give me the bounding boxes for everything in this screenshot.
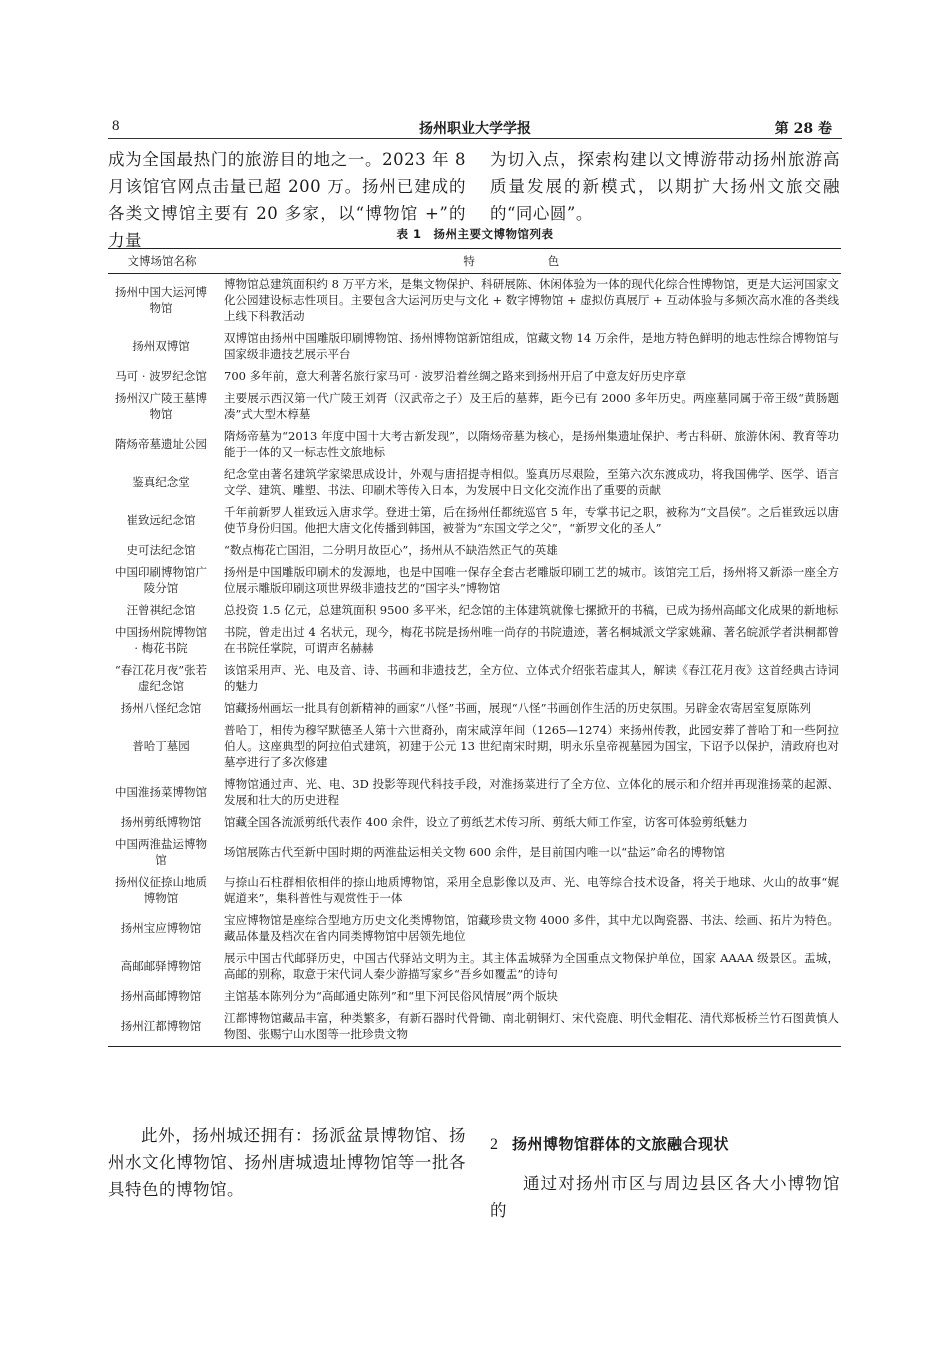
table-row	[108, 622, 841, 660]
museum-feature-cell: 场馆展陈古代至新中国时期的两淮盐运相关文物 600 余件，是目前国内唯一以“盐运”命名的博物馆	[224, 845, 726, 859]
bottom-right-column	[490, 1122, 840, 1224]
journal-title: 扬州职业大学学报	[419, 121, 531, 137]
museum-feature-cell: 700 多年前，意大利著名旅行家马可 · 波罗沿着丝绸之路来到扬州开启了中意友好历史序章	[224, 369, 687, 383]
museum-feature-cell: 普哈丁，相传为穆罕默德圣人第十六世裔孙，南宋咸淳年间（1265—1274）来扬州传教，此园安葬了普哈丁和一些阿拉伯人。这座典型的阿拉伯式建筑，初建于公元 13 世纪南宋时期，明永乐皇帝视墓园为国宝，下诏予以保护，清政府也对墓亭进行了多次修建	[224, 723, 839, 769]
museum-feature-cell: 千年前新罗人崔致远入唐求学。登进士第，后在扬州任都统巡官 5 年，专掌书记之职，被称为“文昌侯”。之后崔致远以唐使节身份归国。他把大唐文化传播到韩国，被誉为“东国文学之父”，“新罗文化的圣人”	[224, 505, 839, 535]
table-row	[108, 812, 841, 834]
page-number: 8	[112, 118, 120, 134]
museum-feature-cell: 纪念堂由著名建筑学家梁思成设计，外观与唐招提寺相似。鉴真历尽艰险，至第六次东渡成功，将我国佛学、医学、语言文学、建筑、雕塑、书法、印刷术等传入日本，为发展中日文化交流作出了重要的贡献	[224, 467, 839, 497]
museum-feature-cell: 馆藏全国各流派剪纸代表作 400 余件，设立了剪纸艺术传习所、剪纸大师工作室，访客可体验剪纸魅力	[224, 815, 748, 829]
museum-feature-cell: 扬州是中国雕版印刷术的发源地，也是中国唯一保存全套古老雕版印刷工艺的城市。该馆完工后，扬州将又新添一座全方位展示雕版印刷这项世界级非遗技艺的“国字头”博物馆	[224, 565, 839, 595]
museum-name-cell: 中国扬州院博物馆 · 梅花书院	[115, 625, 207, 655]
table-body	[108, 274, 841, 1047]
bottom-left-column	[108, 1122, 466, 1203]
museum-name-cell: 扬州双博馆	[132, 339, 190, 353]
museum-name-cell: “春江花月夜”张若虚纪念馆	[114, 663, 208, 693]
table-row	[108, 366, 841, 388]
museum-feature-cell: 总投资 1.5 亿元，总建筑面积 9500 多平米，纪念馆的主体建筑就像七摞掀开的书稿，已成为扬州高邮文化成果的新地标	[224, 603, 839, 617]
museum-feature-cell: 博物馆通过声、光、电、3D 投影等现代科技手段，对淮扬菜进行了全方位、立体化的展示和介绍并再现淮扬菜的起源、发展和壮大的历史进程	[224, 777, 839, 807]
museum-name-cell: 扬州剪纸博物馆	[120, 815, 202, 829]
section-number: 2	[490, 1136, 499, 1153]
table-row	[108, 328, 841, 366]
museum-name-cell: 扬州江都博物馆	[108, 1008, 216, 1047]
museum-feature-cell: 博物馆总建筑面积约 8 万平方米，是集文物保护、科研展陈、休闲体验为一体的现代化综合性博物馆，更是大运河国家文化公园建设标志性项目。主要包含大运河历史与文化 + 数字博物馆 + 虚拟仿真展厅 + 互动体验与多频次高水准的各类线上线下科教活动	[224, 277, 839, 323]
museum-name-cell: 崔致远纪念馆	[126, 513, 196, 527]
museum-name-cell: 扬州汉广陵王墓博物馆	[115, 391, 207, 421]
intro-right-column	[490, 146, 840, 227]
museum-name-cell: 扬州八怪纪念馆	[120, 701, 202, 715]
table-row	[108, 1008, 841, 1047]
table-row	[108, 562, 841, 600]
section-heading	[490, 1131, 840, 1158]
museum-feature-cell: 宝应博物馆是座综合型地方历史文化类博物馆，馆藏珍贵文物 4000 多件，其中尤以陶瓷器、书法、绘画、拓片为特色。藏品体量及档次在省内同类博物馆中居领先地位	[224, 913, 839, 943]
museum-feature-cell: 该馆采用声、光、电及音、诗、书画和非遗技艺，全方位、立体式介绍张若虚其人，解读《春江花月夜》这首经典古诗词的魅力	[224, 663, 839, 693]
museum-name-cell: 鉴真纪念堂	[132, 475, 190, 489]
museum-name-cell: 隋炀帝墓遗址公园	[115, 437, 207, 451]
museum-name-cell: 扬州高邮博物馆	[120, 989, 202, 1003]
museum-name-cell: 中国淮扬菜博物馆	[115, 785, 207, 799]
museum-name-cell: 中国两淮盐运博物馆	[115, 837, 207, 867]
section-paragraph: 通过对扬州市区与周边县区各大小博物馆的	[490, 1174, 840, 1220]
table-row	[108, 274, 841, 329]
museum-feature-cell: 书院，曾走出过 4 名状元，现今，梅花书院是扬州唯一尚存的书院遗迹，著名桐城派文学家姚鼐、著名皖派学者洪桐都曾在书院任掌院，可谓声名赫赫	[224, 625, 839, 655]
table-row	[108, 660, 841, 698]
museum-name-cell: 扬州宝应博物馆	[120, 921, 202, 935]
column-header-features: 特 色	[216, 249, 841, 274]
museum-name-cell: 马可 · 波罗纪念馆	[115, 369, 207, 383]
museum-feature-cell: 展示中国古代邮驿历史，中国古代驿站文明为主。其主体盂城驿为全国重点文物保护单位，国家 AAAA 级景区。盂城，高邮的别称，取意于宋代词人秦少游描写家乡“吾乡如覆盂”的诗句	[224, 951, 839, 981]
table-row	[108, 948, 841, 986]
museum-feature-cell: 馆藏扬州画坛一批具有创新精神的画家“八怪”书画，展现“八怪”书画创作生活的历史氛围。另辟金农寄居室复原陈列	[224, 701, 812, 715]
museum-feature-cell: 主馆基本陈列分为“高邮通史陈列”和“里下河民俗风情展”两个版块	[224, 989, 559, 1003]
museum-feature-cell: 隋炀帝墓为“2013 年度中国十大考古新发现”，以隋炀帝墓为核心，是扬州集遗址保护、考古科研、旅游休闲、教育等功能于一体的又一标志性文旅地标	[224, 429, 839, 459]
table-row	[108, 872, 841, 910]
museum-name-cell: 汪曾祺纪念馆	[126, 603, 196, 617]
table-row	[108, 426, 841, 464]
table-row	[108, 910, 841, 948]
museum-feature-cell: 江都博物馆藏品丰富，种类繁多，有新石器时代骨锄、南北朝铜灯、宋代瓷鹿、明代金帽花、清代郑板桥兰竹石图黄慎人物图、张赐宁山水图等一批珍贵文物	[216, 1008, 841, 1047]
table-row	[108, 502, 841, 540]
intro-left-paragraph: 成为全国最热门的旅游目的地之一。2023 年 8 月该馆官网点击量已超 200 万。扬州已建成的各类文博馆主要有 20 多家，以“博物馆 +”的力量	[108, 150, 466, 250]
museum-name-cell: 史可法纪念馆	[126, 543, 196, 557]
museum-name-cell: 中国印刷博物馆广陵分馆	[115, 565, 207, 595]
table-row	[108, 720, 841, 774]
column-header-name: 文博场馆名称	[108, 249, 216, 274]
table-row	[108, 834, 841, 872]
museum-name-cell: 普哈丁墓园	[132, 739, 190, 753]
table-row	[108, 986, 841, 1008]
museum-name-cell: 扬州中国大运河博物馆	[115, 285, 207, 315]
closing-paragraph: 此外，扬州城还拥有：扬派盆景博物馆、扬州水文化博物馆、扬州唐城遗址博物馆等一批各具特色的博物馆。	[108, 1126, 466, 1199]
table-title: 表 1 扬州主要文博物馆列表	[396, 227, 554, 241]
table-row	[108, 600, 841, 622]
section-title: 扬州博物馆群体的文旅融合现状	[512, 1135, 730, 1153]
intro-right-paragraph: 为切入点，探索构建以文博游带动扬州旅游高质量发展的新模式，以期扩大扬州文旅交融的“同心圆”。	[490, 150, 840, 223]
museum-name-cell: 高邮邮驿博物馆	[120, 959, 202, 973]
museum-feature-cell: 主要展示西汉第一代广陵王刘胥（汉武帝之子）及王后的墓葬，距今已有 2000 多年历史。两座墓同属于帝王级“黄肠题凑”式大型木椁墓	[224, 391, 839, 421]
table-row	[108, 464, 841, 502]
table-row	[108, 388, 841, 426]
running-header	[108, 116, 842, 139]
museum-feature-cell: “数点梅花亡国泪，二分明月故臣心”，扬州从不缺浩然正气的英雄	[224, 543, 558, 557]
museum-feature-cell: 与捺山石柱群相依相伴的捺山地质博物馆，采用全息影像以及声、光、电等综合技术设备，将关于地球、火山的故事“娓娓道来”，集科普性与观赏性于一体	[224, 875, 839, 905]
table-row	[108, 774, 841, 812]
museum-feature-cell: 双博馆由扬州中国雕版印刷博物馆、扬州博物馆新馆组成，馆藏文物 14 万余件，是地方特色鲜明的地志性综合博物馆与国家级非遗技艺展示平台	[224, 331, 839, 361]
table-row	[108, 698, 841, 720]
museum-table	[108, 248, 841, 1047]
table-row	[108, 540, 841, 562]
table-header-row	[108, 249, 841, 274]
volume-label: 第 28 卷	[774, 121, 832, 137]
museum-name-cell: 扬州仪征捺山地质博物馆	[115, 875, 207, 905]
